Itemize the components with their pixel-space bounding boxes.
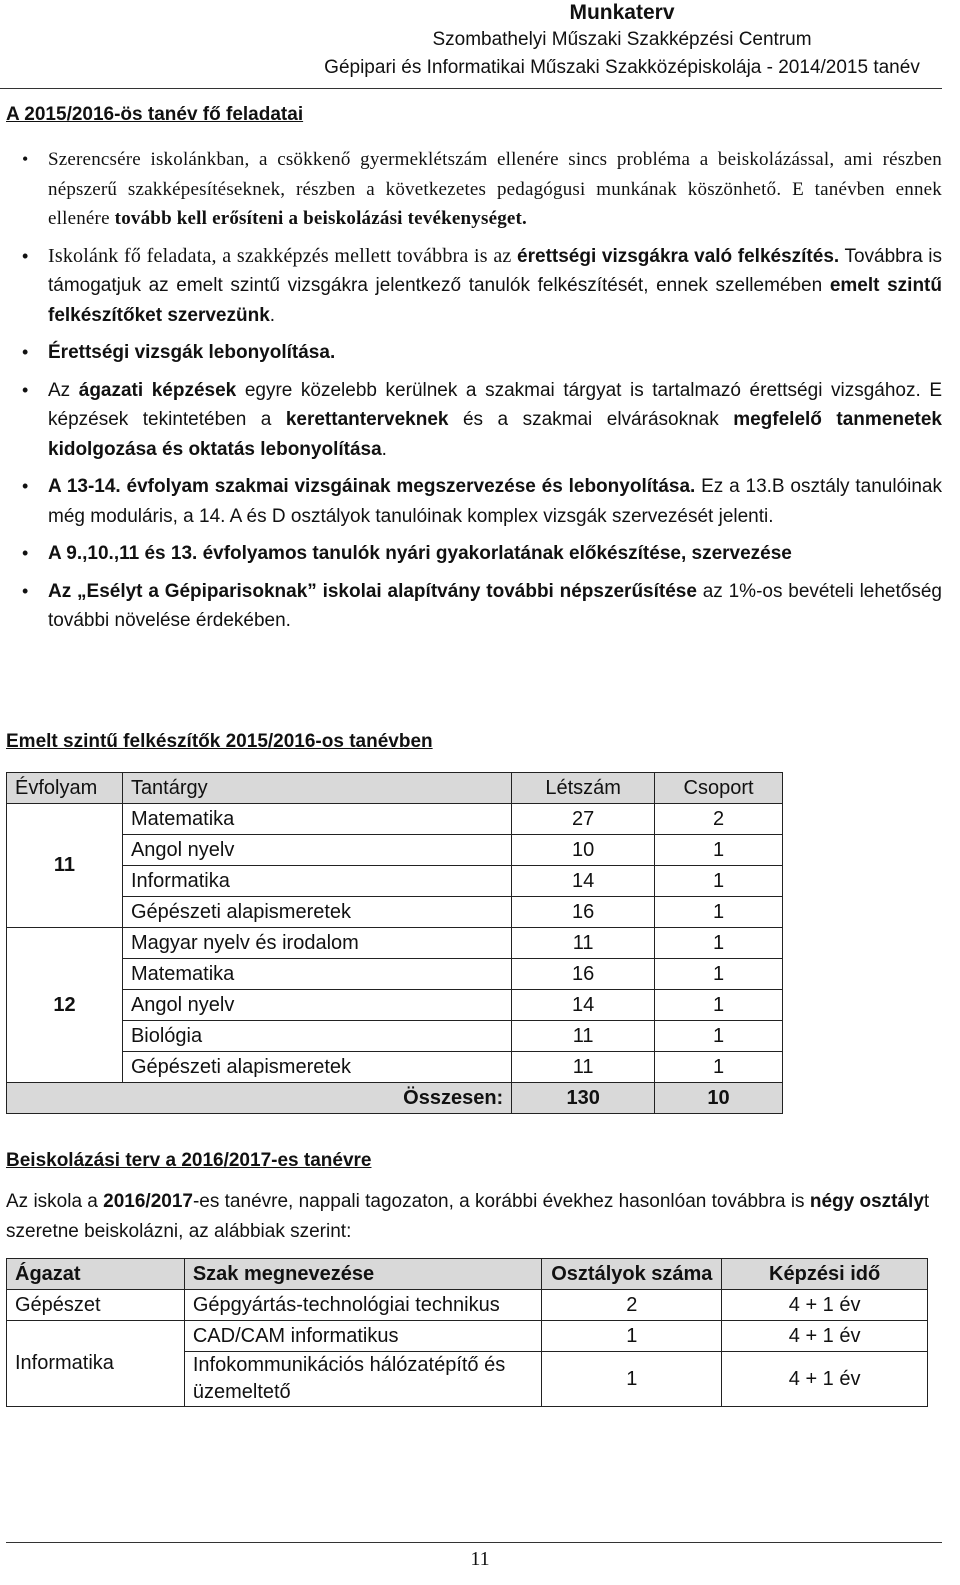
task-text: Továbbra is támogatjuk az emelt szintű vizsgákra jelentkező tanulók felkészítését, ennek szellemében: [48, 245, 942, 296]
csoport-cell: 1: [655, 1021, 783, 1052]
subject-cell: Magyar nyelv és irodalom: [122, 928, 511, 959]
szak-cell: Gépgyártás-technológiai technikus: [184, 1290, 542, 1321]
agazat-cell: Informatika: [7, 1321, 185, 1407]
column-header: Osztályok száma: [542, 1259, 722, 1290]
ido-cell: 4 + 1 év: [722, 1321, 928, 1352]
task-text: egyre közelebb kerülnek a szakmai tárgyat is tartalmazó érettségi vizsgához. E képzések tekintetében a: [48, 379, 942, 430]
year-cell: 12: [7, 928, 123, 1083]
footer-divider: [6, 1542, 942, 1543]
bullet-icon: •: [22, 342, 29, 362]
table-row: [7, 866, 783, 897]
table-row: [7, 835, 783, 866]
task-emphasis: érettségi vizsgákra való felkészítés.: [517, 245, 840, 267]
table-row: [7, 990, 783, 1021]
letszam-cell: 27: [512, 804, 655, 835]
subject-cell: Gépészeti alapismeretek: [122, 897, 511, 928]
table-header-row: [7, 1259, 928, 1290]
task-text: .: [269, 304, 276, 326]
page-header: [322, 0, 922, 82]
task-text: és a szakmai elvárásoknak: [448, 409, 734, 430]
emelt-section-title: Emelt szintű felkészítők 2015/2016-os tanévben: [6, 731, 433, 752]
header-center: Szombathelyi Műszaki Szakképzési Centrum: [432, 29, 812, 50]
ido-cell: 4 + 1 év: [722, 1290, 928, 1321]
total-letszam: 130: [512, 1083, 655, 1114]
csoport-cell: 1: [655, 866, 783, 897]
column-header: Évfolyam: [7, 773, 123, 804]
list-item: [0, 242, 942, 331]
list-item: [0, 539, 942, 569]
total-csoport: 10: [655, 1083, 783, 1114]
header-org: Munkaterv: [569, 1, 675, 24]
table-row: [7, 959, 783, 990]
subject-cell: Angol nyelv: [122, 990, 511, 1021]
task-list: [0, 145, 942, 644]
bullet-icon: •: [22, 149, 29, 169]
letszam-cell: 11: [512, 928, 655, 959]
task-emphasis: A 13-14. évfolyam szakmai vizsgáinak megszervezése és lebonyolítása.: [48, 476, 696, 497]
letszam-cell: 14: [512, 990, 655, 1021]
table-row: [7, 804, 783, 835]
main-section-title: A 2015/2016-ös tanév fő feladatai: [6, 104, 304, 125]
subject-cell: Biológia: [122, 1021, 511, 1052]
csoport-cell: 1: [655, 959, 783, 990]
table-header-row: [7, 773, 783, 804]
bullet-icon: •: [22, 245, 29, 266]
year-cell: 11: [7, 804, 123, 928]
task-text: Az: [48, 379, 79, 401]
task-text: .: [381, 438, 387, 460]
task-text: Iskolánk fő feladata, a szakképzés mellett továbbra is az: [48, 244, 518, 267]
list-item: [0, 338, 942, 368]
task-emphasis: ágazati képzések: [78, 379, 237, 401]
subject-cell: Informatika: [122, 866, 511, 897]
beisk-intro: [6, 1187, 942, 1247]
bullet-icon: •: [22, 476, 29, 496]
header-divider: [0, 88, 942, 89]
table-row: [7, 897, 783, 928]
task-text: Ez a 13.B osztály tanulóinak még moduláris, a 14. A és D osztályok tanulóinak komplex vizsgák szervezését jelenti.: [48, 476, 942, 527]
task-emphasis: Az „Esélyt a Gépiparisoknak” iskolai alapítvány további népszerűsítése: [48, 580, 697, 602]
letszam-cell: 14: [512, 866, 655, 897]
column-header: Csoport: [655, 773, 783, 804]
bullet-icon: •: [22, 543, 29, 563]
column-header: Szak megnevezése: [184, 1259, 542, 1290]
letszam-cell: 16: [512, 959, 655, 990]
letszam-cell: 11: [512, 1021, 655, 1052]
intro-text: -es tanévre, nappali tagozaton, a korábbi évekhez hasonlóan továbbra is: [192, 1191, 810, 1212]
osztaly-cell: 2: [542, 1290, 722, 1321]
agazat-cell: Gépészet: [7, 1290, 185, 1321]
subject-cell: Matematika: [122, 959, 511, 990]
list-item: [0, 577, 942, 636]
column-header: Létszám: [512, 773, 655, 804]
task-text: Szerencsére iskolánkban, a csökkenő gyermeklétszám ellenére sincs probléma a beiskolázással, ami részben népszerű szakképesítéseknek, részben a következetes pedagógusi munkának köszönhető. E tanévben ennek ellenére: [48, 149, 942, 229]
intro-emphasis: négy osztály: [809, 1191, 924, 1212]
table-row: [7, 1021, 783, 1052]
csoport-cell: 1: [655, 990, 783, 1021]
letszam-cell: 11: [512, 1052, 655, 1083]
subject-cell: Gépészeti alapismeretek: [122, 1052, 511, 1083]
task-emphasis: tovább kell erősíteni a beiskolázási tevékenységet.: [114, 208, 528, 229]
task-text: az 1%-os bevételi lehetőség további növelése érdekében.: [48, 580, 942, 631]
table-row: [7, 1290, 928, 1321]
table-row: [7, 928, 783, 959]
subject-cell: Matematika: [122, 804, 511, 835]
total-row: [7, 1083, 783, 1114]
task-emphasis: Érettségi vizsgák lebonyolítása.: [48, 342, 336, 363]
column-header: Képzési idő: [722, 1259, 928, 1290]
osztaly-cell: 1: [542, 1352, 722, 1407]
csoport-cell: 1: [655, 1052, 783, 1083]
ido-cell: 4 + 1 év: [722, 1352, 928, 1407]
letszam-cell: 16: [512, 897, 655, 928]
task-emphasis: kerettanterveknek: [285, 409, 449, 430]
osztaly-cell: 1: [542, 1321, 722, 1352]
task-emphasis: megfelelő tanmenetek kidolgozása és oktatás lebonyolítása: [48, 409, 942, 460]
intro-emphasis: 2016/2017: [103, 1191, 193, 1212]
list-item: [0, 472, 942, 531]
letszam-cell: 10: [512, 835, 655, 866]
bullet-icon: •: [22, 580, 29, 601]
list-item: [0, 145, 942, 234]
subject-cell: Angol nyelv: [122, 835, 511, 866]
beisk-section-title: Beiskolázási terv a 2016/2017-es tanévre: [6, 1150, 372, 1171]
table-row: [7, 1321, 928, 1352]
header-school: Gépipari és Informatikai Műszaki Szakközépiskolája - 2014/2015 tanév: [324, 57, 920, 78]
page-number: 11: [470, 1548, 490, 1570]
total-label: Összesen:: [7, 1083, 512, 1114]
bullet-icon: •: [22, 379, 29, 400]
intro-text: Az iskola a: [6, 1191, 104, 1212]
csoport-cell: 2: [655, 804, 783, 835]
csoport-cell: 1: [655, 835, 783, 866]
task-emphasis: emelt szintű felkészítőket szervezünk: [48, 275, 942, 326]
intro-text: t szeretne beiskolázni, az alábbiak szerint:: [6, 1191, 930, 1242]
beisk-table: [6, 1258, 928, 1407]
table-row: [7, 1052, 783, 1083]
emelt-table: [6, 772, 783, 1114]
csoport-cell: 1: [655, 897, 783, 928]
csoport-cell: 1: [655, 928, 783, 959]
szak-cell: CAD/CAM informatikus: [184, 1321, 542, 1352]
task-emphasis: A 9.,10.,11 és 13. évfolyamos tanulók nyári gyakorlatának előkészítése, szervezése: [48, 543, 792, 564]
column-header: Tantárgy: [122, 773, 511, 804]
list-item: [0, 376, 942, 465]
column-header: Ágazat: [7, 1259, 185, 1290]
szak-cell: Infokommunikációs hálózatépítő és üzemeltető: [184, 1352, 542, 1407]
